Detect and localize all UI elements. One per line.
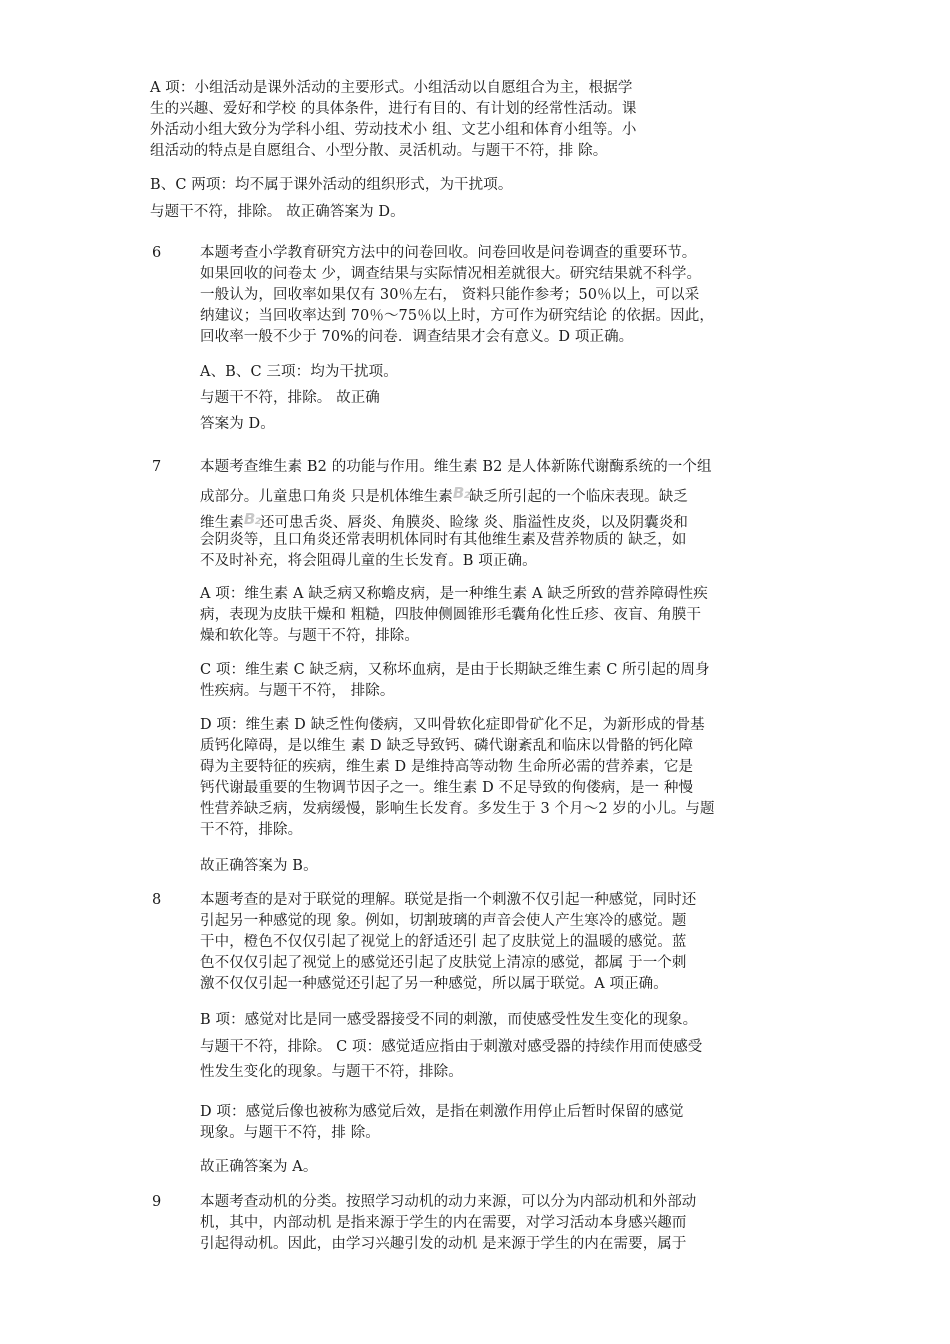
text-segment: 还可患舌炎、唇炎、角膜炎、睑缘 炎、脂溢性皮炎，以及阴囊炎和: [259, 515, 688, 531]
text-line: 与题干不符，排除。 故正确: [200, 390, 380, 406]
text-line: 一般认为，回收率如果仅有 30％左右， 资料只能作参考；50％以上，可以采: [200, 287, 700, 303]
text-line: 回收率一般不少于 70%的问卷．调查结果才会有意义。D 项正确。: [200, 329, 634, 345]
text-line: 组活动的特点是自愿组合、小型分散、灵活机动。与题干不符，排 除。: [150, 143, 608, 159]
text-line: B、C 两项：均不属于课外活动的组织形式，为干扰项。: [150, 177, 513, 193]
text-line: A 项：维生素 A 缺乏病又称蟾皮病，是一种维生素 A 缺乏所致的营养障碍性疾: [200, 586, 708, 602]
text-line: 故正确答案为 B。: [200, 858, 318, 874]
text-line: 性发生变化的现象。与题干不符，排除。: [200, 1064, 463, 1080]
text-line: 会阴炎等，且口角炎还常表明机体同时有其他维生素及营养物质的 缺乏，如: [200, 532, 687, 548]
item-number: 7: [152, 459, 162, 475]
text-line: 引起另一种感觉的现 象。例如，切割玻璃的声音会使人产生寒冷的感觉。题: [200, 913, 687, 929]
text-line: 性营养缺乏病，发病缓慢，影响生长发育。多发生于 3 个月～2 岁的小儿。与题: [200, 801, 715, 817]
vitamin-b2-image: B₂: [452, 484, 469, 502]
text-segment: 缺乏所引起的一个临床表现。缺乏: [468, 489, 688, 505]
text-line: 本题考查小学教育研究方法中的问卷回收。问卷回收是问卷调查的重要环节。: [200, 245, 697, 261]
text-line: 病，表现为皮肤干燥和 粗糙，四肢伸侧圆锥形毛囊角化性丘疹、夜盲、角膜干: [200, 607, 702, 623]
text-line: 碍为主要特征的疾病，维生素 D 是维持高等动物 生命所必需的营养素，它是: [200, 759, 694, 775]
text-line: D 项：维生素 D 缺乏性佝偻病，又叫骨软化症即骨矿化不足，为新形成的骨基: [200, 717, 705, 733]
text-segment: 维生素: [200, 515, 244, 531]
vitamin-b2-image: B₂: [243, 510, 260, 528]
item-number: 6: [152, 245, 162, 261]
text-line: [200, 483, 688, 507]
text-line: 钙代谢最重要的生物调节因子之一。维生素 D 不足导致的佝偻病，是一 种慢: [200, 780, 694, 796]
text-line: 本题考查的是对于联觉的理解。联觉是指一个刺激不仅引起一种感觉，同时还: [200, 892, 697, 908]
item-number: 9: [152, 1194, 162, 1210]
text-line: 不及时补充，将会阻碍儿童的生长发育。B 项正确。: [200, 553, 537, 569]
text-segment: 成部分。儿童患口角炎 只是机体维生素: [200, 489, 453, 505]
text-line: B 项：感觉对比是同一感受器接受不同的刺激，而使感受性发生变化的现象。: [200, 1012, 698, 1028]
text-line: 答案为 D。: [200, 416, 275, 432]
text-line: 现象。与题干不符，排 除。: [200, 1125, 380, 1141]
text-line: 本题考查动机的分类。按照学习动机的动力来源，可以分为内部动机和外部动: [200, 1194, 697, 1210]
text-line: 外活动小组大致分为学科小组、劳动技术小 组、文艺小组和体育小组等。小: [150, 122, 637, 138]
text-line: 性疾病。与题干不符， 排除。: [200, 683, 395, 699]
text-line: 干不符，排除。: [200, 822, 303, 838]
text-line: 与题干不符，排除。 故正确答案为 D。: [150, 204, 405, 220]
text-line: 与题干不符，排除。 C 项：感觉适应指由于刺激对感受器的持续作用而使感受: [200, 1039, 703, 1055]
text-line: A 项：小组活动是课外活动的主要形式。小组活动以自愿组合为主，根据学: [150, 80, 633, 96]
text-line: 生的兴趣、爱好和学校 的具体条件，进行有目的、有计划的经常性活动。课: [150, 101, 637, 117]
text-line: 如果回收的问卷太 少，调查结果与实际情况相差就很大。研究结果就不科学。: [200, 266, 702, 282]
text-line: 色不仅仅引起了视觉上的感觉还引起了皮肤觉上清凉的感觉，都属 于一个刺: [200, 955, 687, 971]
text-line: D 项：感觉后像也被称为感觉后效，是指在刺激作用停止后暂时保留的感觉: [200, 1104, 684, 1120]
text-line: 质钙化障碍，是以维生 素 D 缺乏导致钙、磷代谢紊乱和临床以骨骼的钙化障: [200, 738, 694, 754]
text-line: 引起得动机。因此，由学习兴趣引发的动机 是来源于学生的内在需要，属于: [200, 1236, 687, 1252]
text-line: 机，其中，内部动机 是指来源于学生的内在需要，对学习活动本身感兴趣而: [200, 1215, 687, 1231]
item-number: 8: [152, 892, 162, 908]
text-line: 干中，橙色不仅仅引起了视觉上的舒适还引 起了皮肤觉上的温暖的感觉。蓝: [200, 934, 687, 950]
text-line: 激不仅仅引起一种感觉还引起了另一种感觉，所以属于联觉。A 项正确。: [200, 976, 668, 992]
text-line: 燥和软化等。与题干不符，排除。: [200, 628, 419, 644]
text-line: 故正确答案为 A。: [200, 1159, 318, 1175]
text-line: 本题考查维生素 B2 的功能与作用。维生素 B2 是人体新陈代谢酶系统的一个组: [200, 459, 712, 475]
text-line: C 项：维生素 C 缺乏病，又称坏血病，是由于长期缺乏维生素 C 所引起的周身: [200, 662, 710, 678]
text-line: 纳建议；当回收率达到 70％～75％以上时，方可作为研究结论 的依据。因此，: [200, 308, 714, 324]
text-line: A、B、C 三项：均为干扰项。: [200, 364, 398, 380]
